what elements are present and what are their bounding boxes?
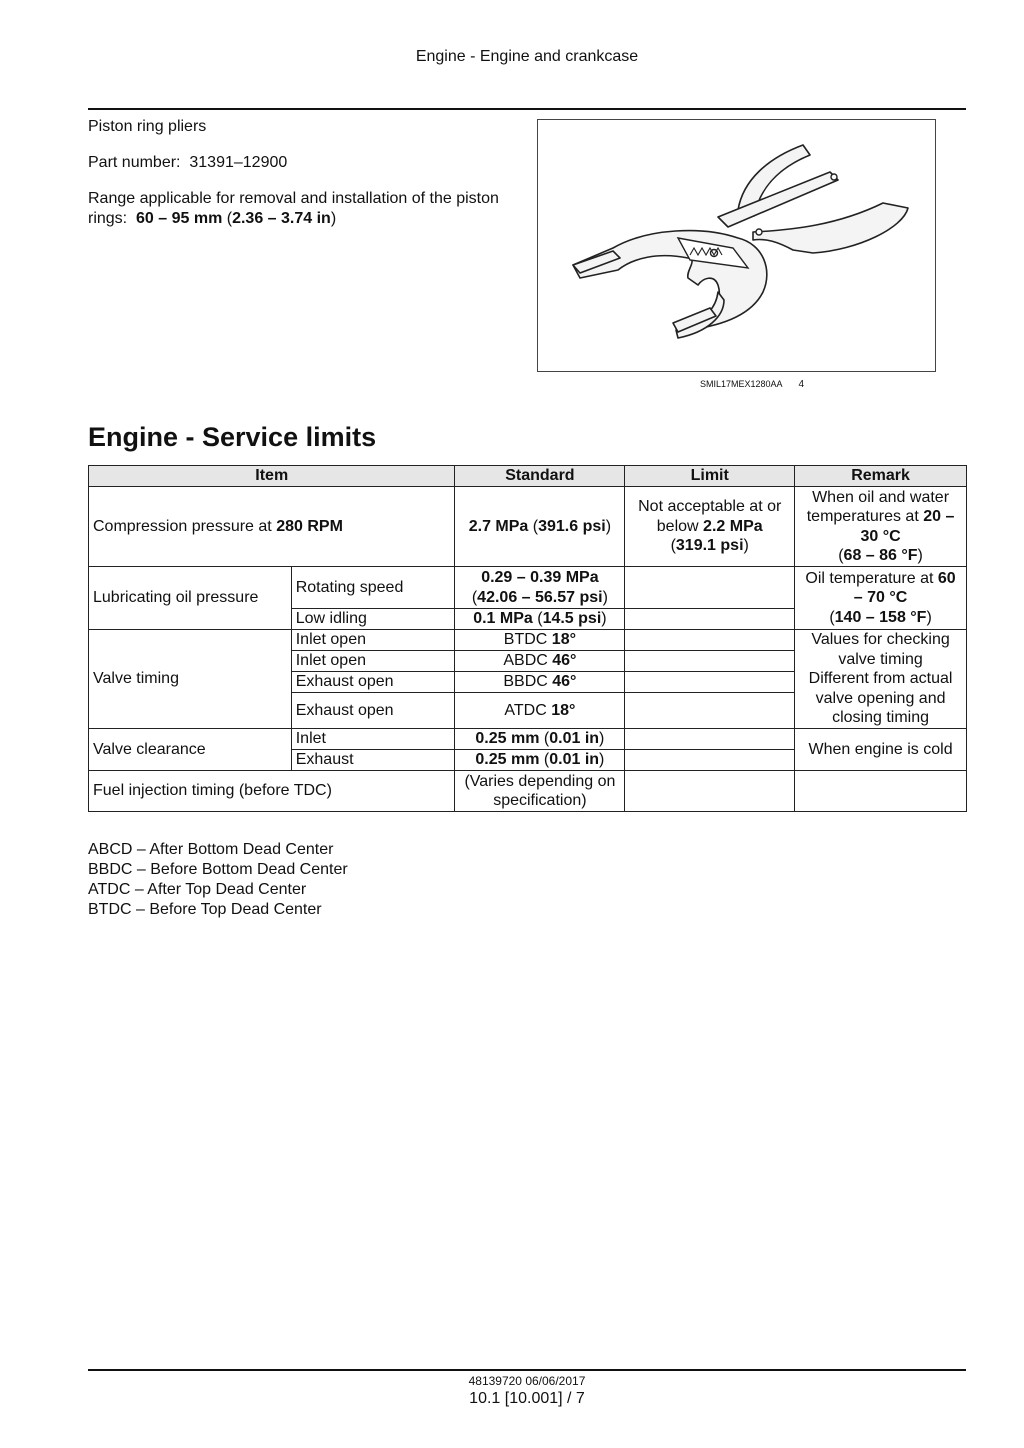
clearance-exhaust: Exhaust [291,750,455,771]
valve-timing-limit [625,672,795,693]
compression-std-psi: 391.6 psi [538,517,606,535]
header-limit: Limit [625,466,795,487]
valve-timing-standard [455,672,625,693]
pliers-handle-pin [756,229,762,235]
table-row [89,487,967,567]
valve-timing-remark [795,630,967,729]
piston-ring-pliers-figure [537,119,936,372]
pliers-jaw-body [573,231,767,330]
lube-rotating-limit [625,567,795,609]
abbreviation-item: ABCD – After Bottom Dead Center [88,841,334,858]
header-standard: Standard [455,466,625,487]
compression-limit-text: Not acceptable at or below [638,498,782,535]
lube-item: Lubricating oil pressure [89,567,292,630]
injection-limit [625,771,795,812]
compression-item [89,487,455,567]
injection-standard: (Varies depending on specification) [455,771,625,812]
footer-rule [88,1369,966,1371]
valve-timing-prefix: BTDC [503,631,548,649]
lube-remark: Oil temperature at 60 – 70 °C (140 – 158 °F) [795,567,967,630]
service-limits-table [88,465,967,812]
clearance-inlet-limit [625,729,795,750]
range-text: Range applicable for removal and installation of the piston rings: [88,190,499,227]
pliers-lower-handle [753,203,908,253]
injection-remark [795,771,967,812]
range-mm: 60 – 95 mm [136,210,223,227]
valve-timing-prefix: ATDC [504,701,547,719]
part-number-value: 31391–12900 [189,154,288,171]
injection-item: Fuel injection timing (before TDC) [89,771,455,812]
part-number-line [88,153,528,173]
lube-remark-text: Oil temperature at [805,569,934,587]
lube-remark-c: 60 – 70 °C [853,569,956,607]
valve-timing-prefix: BBDC [503,673,548,691]
range-in: 2.36 – 3.74 in [232,210,331,227]
compression-limit-psi: 319.1 psi [675,537,744,555]
lube-idle-standard: 0.1 MPa (14.5 psi) [455,609,625,630]
valve-timing-prefix: ABDC [503,652,548,670]
section-title: Engine - Service limits [88,422,377,452]
lube-idle: Low idling [291,609,455,630]
valve-timing-sub: Inlet open [291,651,455,672]
lube-idle-psi: 14.5 psi [542,610,602,628]
pliers-link-pin [831,174,837,180]
valve-timing-sub: Exhaust open [291,672,455,693]
range-line: Range applicable for removal and installation of the piston rings: 60 – 95 mm (2.36 – 3.74 in) [88,190,499,227]
compression-rpm: 280 RPM [276,517,343,535]
valve-timing-value: 18° [551,701,576,719]
footer-page-number: 10.1 [10.001] / 7 [469,1390,585,1407]
compression-remark-text: When oil and water temperatures at [806,488,950,525]
compression-remark: When oil and water temperatures at 20 – 30 °C (68 – 86 °F) [795,487,967,567]
clearance-inlet-mm: 0.25 mm [475,730,540,748]
lube-idle-limit [625,609,795,630]
compression-item-text: Compression pressure at [93,517,272,535]
table-row [89,630,967,651]
table-row [89,567,967,609]
lube-idle-mpa: 0.1 MPa [473,610,533,628]
lube-rot-psi: 42.06 – 56.57 psi [477,588,603,606]
clearance-inlet: Inlet [291,729,455,750]
header-item: Item [89,466,455,487]
clearance-exhaust-standard: 0.25 mm (0.01 in) [455,750,625,771]
lube-rotating: Rotating speed [291,567,455,609]
compression-limit: Not acceptable at or below 2.2 MPa (319.1 psi) [625,487,795,567]
table-header-row [89,466,967,487]
compression-limit-mpa: 2.2 MPa [703,517,763,535]
header-rule [88,108,966,110]
valve-timing-value: 46° [552,652,577,670]
table-row [89,729,967,750]
valve-timing-limit [625,630,795,651]
lube-rotating-standard: 0.29 – 0.39 MPa (42.06 – 56.57 psi) [455,567,625,609]
lube-remark-f: 140 – 158 °F [834,608,927,626]
tool-name: Piston ring pliers [88,118,207,135]
clearance-exhaust-mm: 0.25 mm [475,751,540,769]
valve-timing-value: 18° [551,631,576,649]
valve-timing-sub: Inlet open [291,630,455,651]
compression-remark-f: 68 – 86 °F [843,547,918,564]
figure-code: SMIL17MEX1280AA [700,379,783,389]
compression-remark-c: 20 – 30 °C [860,508,955,545]
valve-timing-standard [455,693,625,729]
pliers-linkage-bar [718,172,838,227]
valve-timing-sub: Exhaust open [291,693,455,729]
valve-timing-remark-2: Different from actual valve opening and closing timing [808,670,953,727]
abbreviation-list [88,840,348,920]
valve-timing-value: 46° [552,673,577,691]
abbreviation-item: BBDC – Before Bottom Dead Center [88,861,348,878]
tool-description [88,117,528,245]
valve-timing-limit [625,651,795,672]
page-header: Engine - Engine and crankcase [415,48,639,65]
part-number-label: Part number: [88,154,181,171]
valve-timing-limit [625,693,795,729]
clearance-inlet-standard: 0.25 mm (0.01 in) [455,729,625,750]
clearance-remark: When engine is cold [795,729,967,771]
table-row [89,771,967,812]
clearance-inlet-in: 0.01 in [549,730,600,748]
valve-timing-standard [455,651,625,672]
clearance-exhaust-in: 0.01 in [549,751,600,769]
figure-caption [700,379,804,390]
abbreviation-item: ATDC – After Top Dead Center [88,881,307,898]
valve-timing-item: Valve timing [89,630,292,729]
figure-number: 4 [798,379,805,390]
clearance-item: Valve clearance [89,729,292,771]
piston-ring-pliers-illustration [538,120,935,371]
compression-std-mpa: 2.7 MPa [468,517,529,535]
clearance-exhaust-limit [625,750,795,771]
valve-timing-remark-1: Values for checking valve timing [811,631,950,668]
valve-timing-standard [455,630,625,651]
compression-standard: 2.7 MPa (391.6 psi) [455,487,625,567]
header-remark: Remark [795,466,967,487]
abbreviation-item: BTDC – Before Top Dead Center [88,901,322,918]
lube-rot-mpa: 0.29 – 0.39 MPa [481,569,599,586]
footer-doc-id: 48139720 06/06/2017 [468,1374,586,1388]
